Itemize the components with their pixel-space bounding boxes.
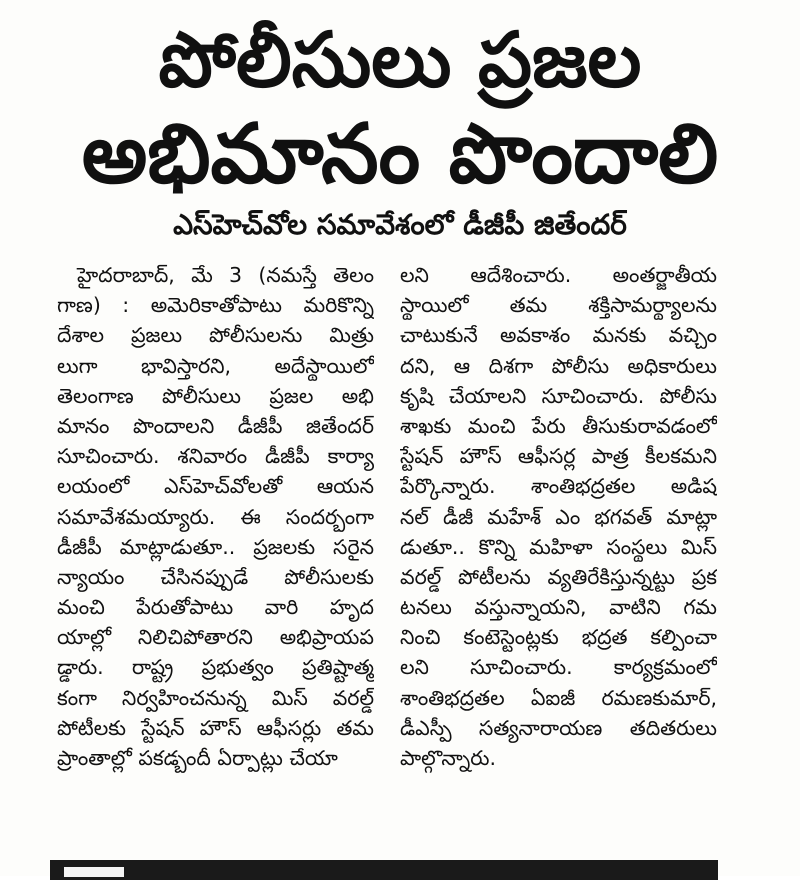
article-line: చాటుకునే అవకాశం మనకు వచ్చిం	[400, 323, 717, 348]
article-line: స్థాయిలో తమ శక్తిసామర్థ్యాలను	[400, 293, 717, 318]
next-article-banner	[50, 860, 718, 880]
article-line: లని సూచించారు. కార్యక్రమంలో	[400, 655, 717, 680]
article-line: టనలు వస్తున్నాయని, వాటిని గమ	[400, 595, 717, 620]
article-line: గాణ) : అమెరికాతోపాటు మరికొన్ని	[57, 293, 374, 318]
article-line: పేర్కొన్నారు. శాంతిభద్రతల అడిష	[400, 474, 717, 499]
article-line: డీజీపీ మాట్లాడుతూ.. ప్రజలకు సరైన	[57, 534, 374, 559]
article-line: సమావేశమయ్యారు. ఈ సందర్భంగా	[57, 504, 374, 529]
article-line: శాంతిభద్రతల ఏఐజీ రమణకుమార్,	[400, 685, 717, 710]
article-line: నించి కంటెస్టెంట్లకు భద్రత కల్పించా	[400, 625, 717, 650]
article-line: నల్ డీజీ మహేశ్ ఎం భగవత్ మాట్లా	[400, 504, 717, 529]
article-line: దని, ఆ దిశగా పోలీసు అధికారులు	[400, 353, 717, 378]
article-line: యాల్లో నిలిచిపోతారని అభిప్రాయప	[57, 625, 374, 650]
article-line: డీఎస్పీ సత్యనారాయణ తదితరులు	[400, 715, 717, 740]
article-line: డుతూ.. కొన్ని మహిళా సంస్థలు మిస్	[400, 534, 717, 559]
article-line: పోటీలకు స్టేషన్ హౌస్ ఆఫీసర్లు తమ	[57, 715, 374, 740]
article-line: వరల్డ్ పోటీలను వ్యతిరేకిస్తున్నట్టు ప్రక	[400, 564, 717, 589]
article-line: కృషి చేయాలని సూచించారు. పోలీసు	[400, 383, 717, 408]
article-line: న్యాయం చేసినప్పుడే పోలీసులకు	[57, 564, 374, 589]
article-column-left	[57, 260, 374, 773]
subheadline: ఎస్‌హెచ్‌వోల సమావేశంలో డీజీపీ జితేందర్	[173, 208, 627, 241]
article-line: దేశాల ప్రజలు పోలీసులను మిత్రు	[57, 323, 374, 348]
article-line: లుగా భావిస్తారని, అదేస్థాయిలో	[57, 353, 374, 378]
article-line: తెలంగాణ పోలీసులు ప్రజల అభి	[57, 383, 374, 408]
headline-line-2: అభిమానం పొందాలి	[81, 107, 719, 202]
article-line: పాల్గొన్నారు.	[400, 746, 496, 770]
article-line: మంచి పేరుతోపాటు వారి హృద	[57, 595, 374, 620]
article-line: డ్డారు. రాష్ట్ర ప్రభుత్వం ప్రతిష్టాత్మ	[57, 655, 374, 680]
article-line: మానం పొందాలని డీజీపీ జితేందర్	[57, 413, 374, 438]
article-column-right	[400, 260, 717, 773]
article-line: లయంలో ఎస్‌హెచ్‌వోలతో ఆయన	[57, 474, 374, 499]
article-line: స్టేషన్ హౌస్ ఆఫీసర్ల పాత్ర కీలకమని	[400, 444, 717, 469]
article-line: హైదరాబాద్, మే 3 (నమస్తే తెలం	[77, 263, 374, 287]
headline-line-1: పోలీసులు ప్రజల	[158, 15, 642, 104]
article-line: లని ఆదేశించారు. అంతర్జాతీయ	[400, 263, 717, 287]
article-line: ప్రాంతాల్లో పకడ్బందీ ఏర్పాట్లు చేయా	[57, 746, 338, 770]
article-line: సూచించారు. శనివారం డీజీపీ కార్యా	[57, 444, 374, 469]
article-line: కంగా నిర్వహించనున్న మిస్ వరల్డ్	[57, 685, 374, 710]
article-line: శాఖకు మంచి పేరు తీసుకురావడంలో	[400, 413, 717, 438]
